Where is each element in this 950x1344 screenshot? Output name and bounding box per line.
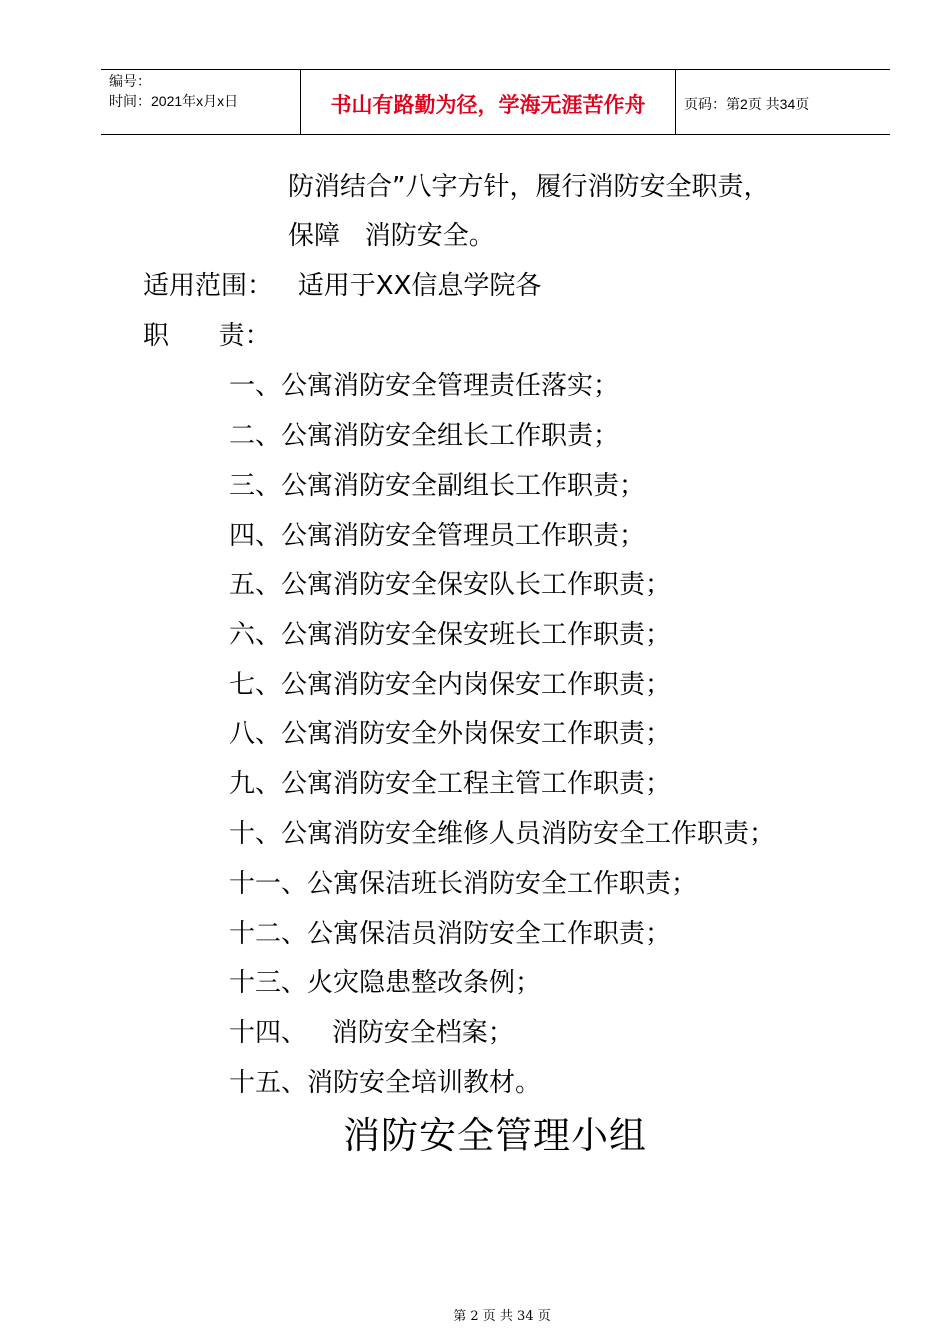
header-motto-cell xyxy=(301,70,676,134)
list-item: 九、公寓消防安全工程主管工作职责； xyxy=(229,769,672,799)
section-title: 消防安全管理小组 xyxy=(343,1114,647,1157)
body-line: 防消结合”八字方针，履行消防安全职责， xyxy=(288,172,770,202)
motto-text: 书山有路勤为径，学海无涯苦作舟 xyxy=(330,93,646,117)
list-item: 十一、公寓保洁班长消防安全工作职责； xyxy=(229,869,698,899)
duties-heading: 职 责： xyxy=(143,321,271,351)
time-label: 时间：2021年x月x日 xyxy=(109,93,239,109)
list-item: 十、公寓消防安全维修人员消防安全工作职责； xyxy=(229,819,776,849)
list-item: 十五、消防安全培训教材。 xyxy=(229,1068,542,1098)
list-item: 五、公寓消防安全保安队长工作职责； xyxy=(229,570,672,600)
list-item: 八、公寓消防安全外岗保安工作职责； xyxy=(229,719,672,749)
page-number-label: 页码：第2页 共34页 xyxy=(684,96,810,112)
scope-line: 适用范围： 适用于XX信息学院各 xyxy=(143,271,542,301)
page-header xyxy=(101,69,890,135)
list-item: 二、公寓消防安全组长工作职责； xyxy=(229,421,620,451)
list-item: 十二、公寓保洁员消防安全工作职责； xyxy=(229,919,672,949)
list-item: 六、公寓消防安全保安班长工作职责； xyxy=(229,620,672,650)
list-item: 四、公寓消防安全管理员工作职责； xyxy=(229,521,646,551)
body-line: 保障 消防安全。 xyxy=(288,221,495,251)
number-label: 编号： xyxy=(109,73,151,89)
list-item: 十四、 消防安全档案； xyxy=(229,1018,514,1048)
page-footer: 第 2 页 共 34 页 xyxy=(453,1309,551,1324)
header-meta-cell xyxy=(101,70,301,134)
list-item: 七、公寓消防安全内岗保安工作职责； xyxy=(229,670,672,700)
list-item: 一、公寓消防安全管理责任落实； xyxy=(229,371,620,401)
header-page-cell xyxy=(676,70,890,134)
list-item: 十三、火灾隐患整改条例； xyxy=(229,968,542,998)
list-item: 三、公寓消防安全副组长工作职责； xyxy=(229,471,646,501)
